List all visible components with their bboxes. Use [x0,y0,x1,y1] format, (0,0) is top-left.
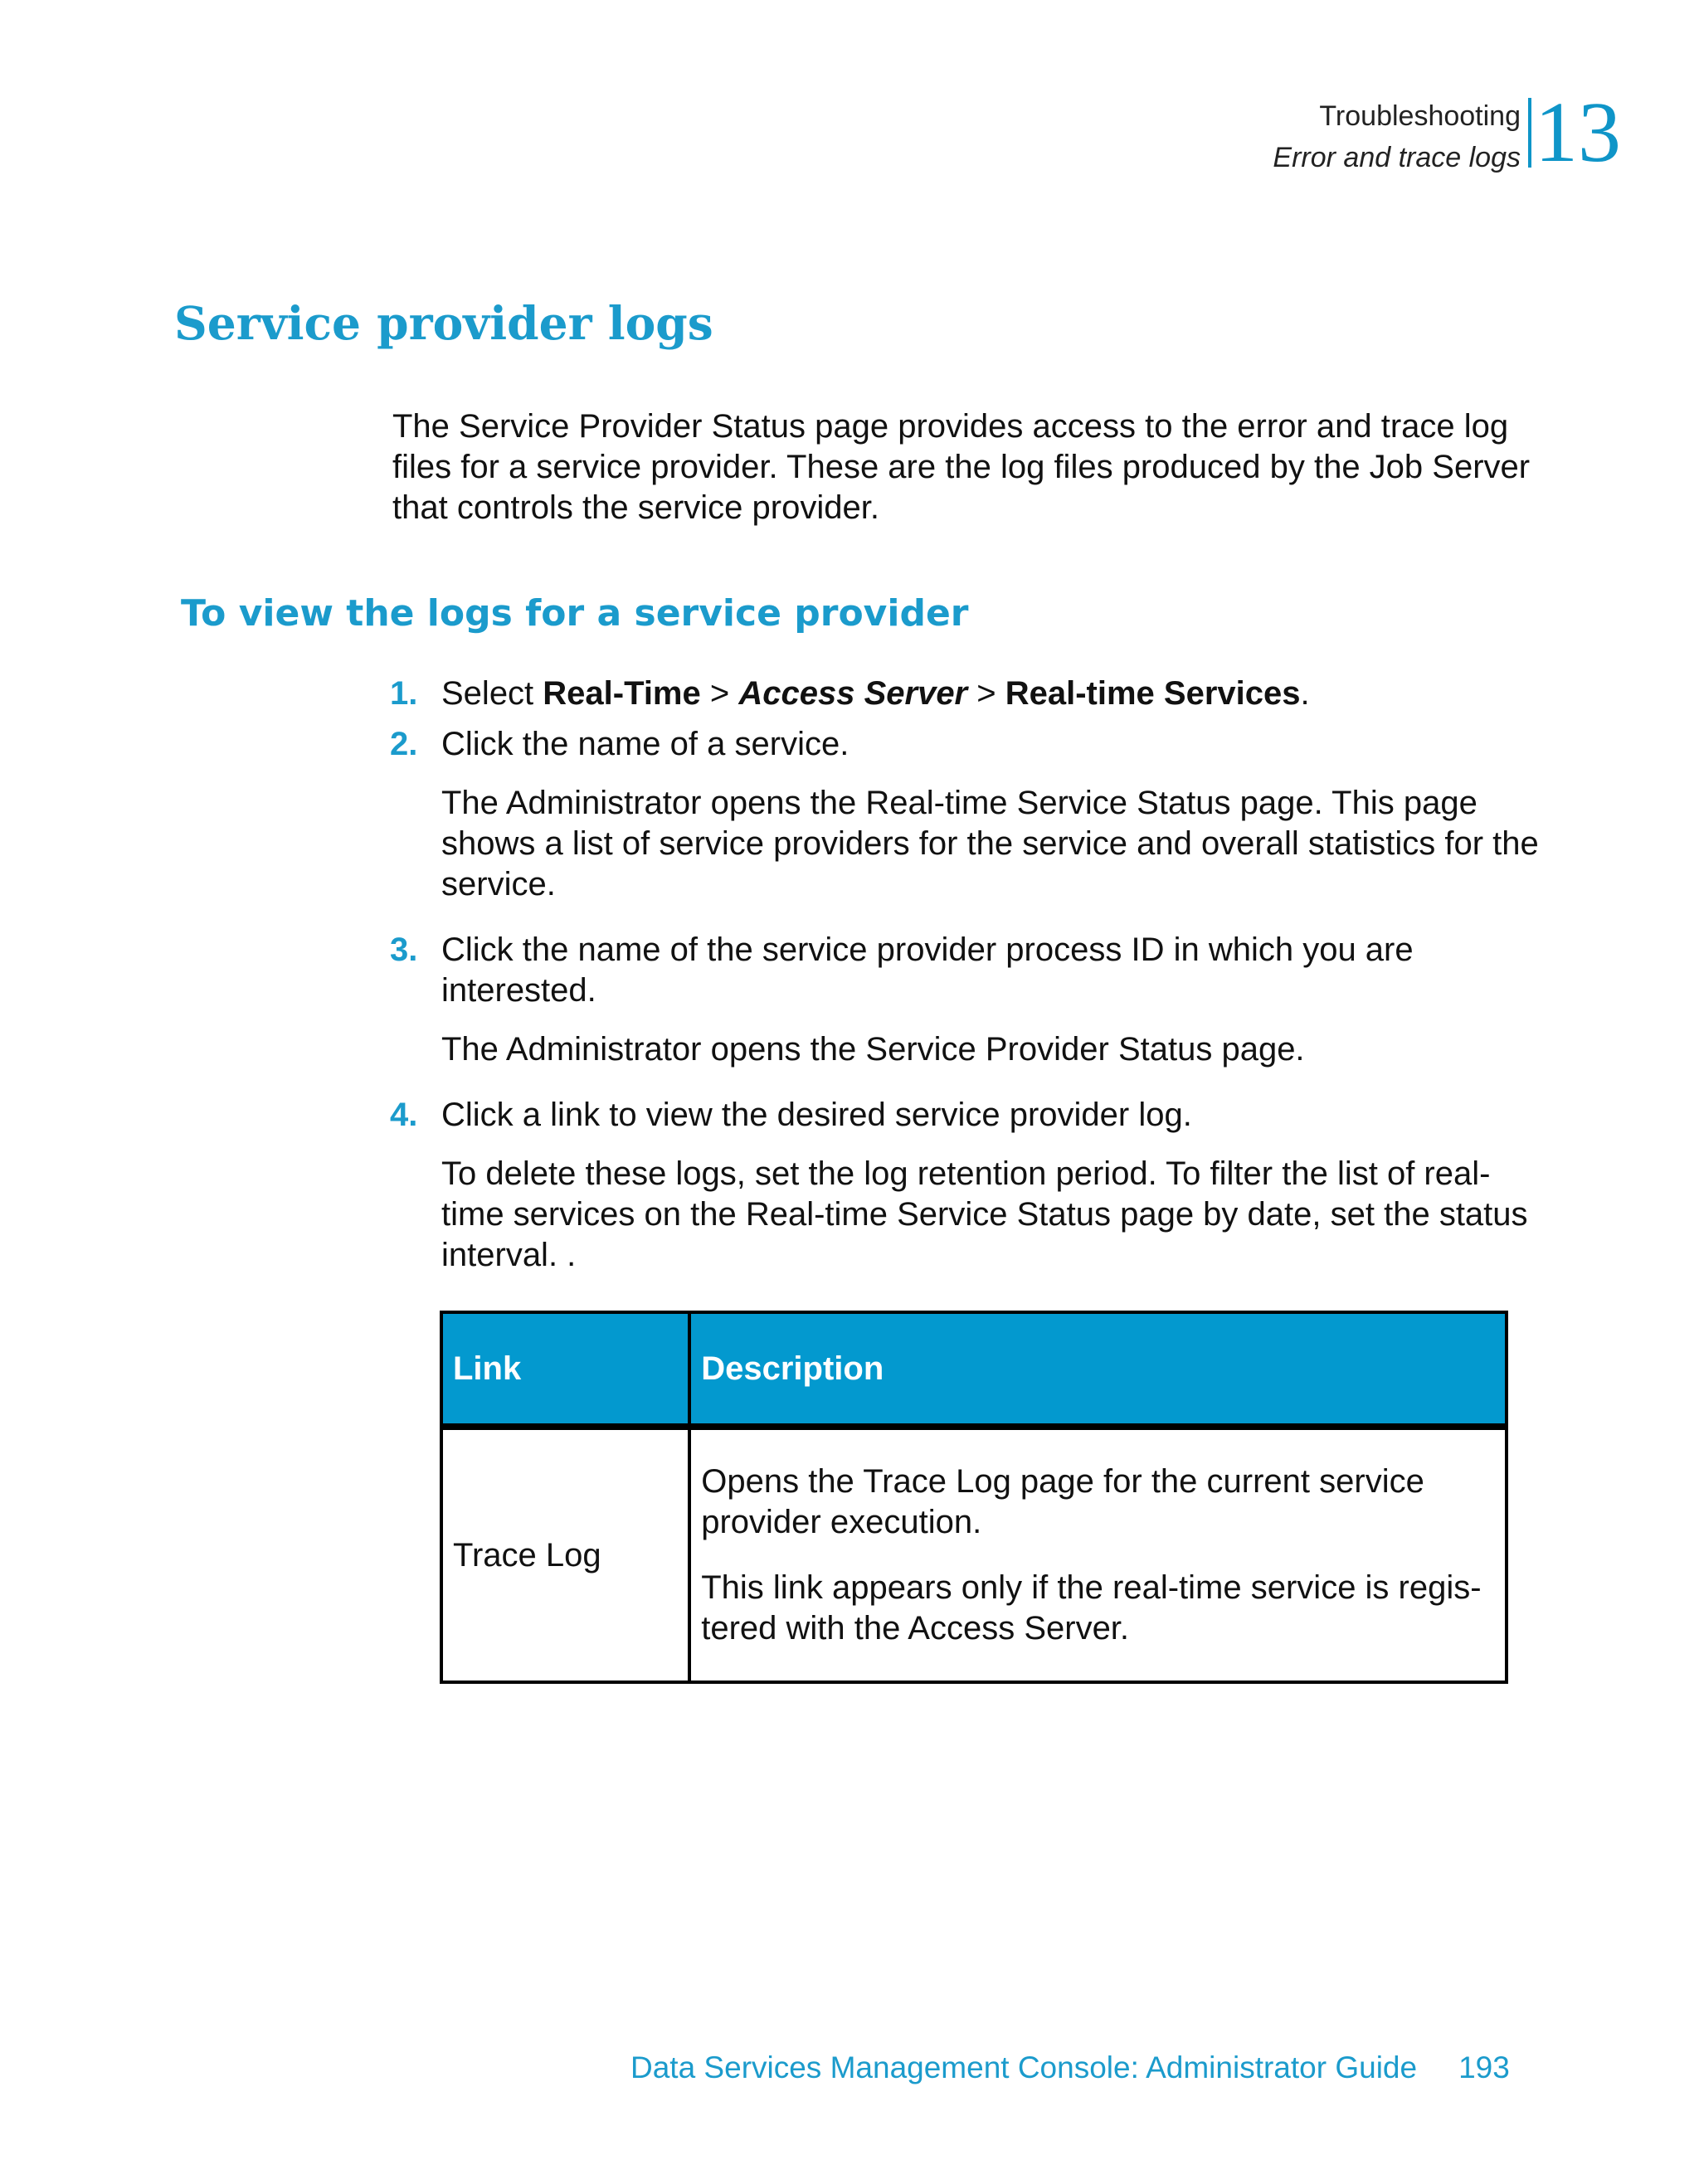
step-text: Click a link to view the desired service provider log. [441,1097,1192,1133]
step-number: 3. [390,931,418,968]
cell-description [689,1427,1507,1682]
page-number: 193 [1458,2050,1510,2084]
step-text: Click the name of the service provider process ID in which you are interested. [441,931,1414,1009]
step-note: The Administrator opens the Service Provider Status page. [441,1031,1305,1068]
step-1 [390,674,1551,714]
menu-separator: > [700,675,739,712]
chapter-divider [1528,98,1531,168]
step-3 [390,930,1551,1070]
step-number: 2. [390,726,418,762]
step-number: 1. [390,675,418,712]
step-text [441,674,1551,714]
step-text-select: Select [441,675,543,712]
step-note: To delete these logs, set the log retention period. To filter the list of real-time services on the Real-time Service Status page by date, set the status interval. . [441,1155,1528,1273]
procedure-steps [390,674,1551,1276]
column-header-description: Description [689,1312,1507,1427]
section-heading: Service provider logs [174,296,713,350]
menu-real-time-services: Real-time Services [1005,675,1301,712]
step-number: 4. [390,1097,418,1133]
procedure-heading: To view the logs for a service provider [181,592,969,635]
intro-paragraph: The Service Provider Status page provides access to the error and trace log files for a service provider. These are the log files produced by the Job Server that controls the service provider. [392,408,1531,526]
cell-link: Trace Log [441,1427,689,1682]
table-row [441,1427,1507,1682]
menu-real-time: Real-Time [543,675,701,712]
chapter-title: Troubleshooting [1319,100,1521,132]
step-note: The Administrator opens the Real-time Service Status page. This page shows a list of service providers for the service and overall statistics for the service. [441,785,1539,902]
description-line: Opens the Trace Log page for the current service provider execution. [701,1463,1424,1540]
section-title: Error and trace logs [1273,142,1521,173]
menu-separator: > [967,675,1005,712]
step-text-end: . [1300,675,1310,712]
running-header [1273,95,1521,178]
table-header-row [441,1312,1507,1427]
guide-title: Data Services Management Console: Administrator Guide [630,2050,1418,2084]
step-4 [390,1095,1551,1276]
column-header-link: Link [441,1312,689,1427]
page-footer [630,2047,1510,2089]
chapter-number: 13 [1535,85,1621,180]
step-2 [390,724,1551,905]
step-text: Click the name of a service. [441,726,850,762]
log-links-table [440,1311,1508,1684]
menu-access-server: Access Server [738,675,968,712]
description-line: This link appears only if the real-time service is regis-tered with the Access Server. [701,1569,1482,1647]
